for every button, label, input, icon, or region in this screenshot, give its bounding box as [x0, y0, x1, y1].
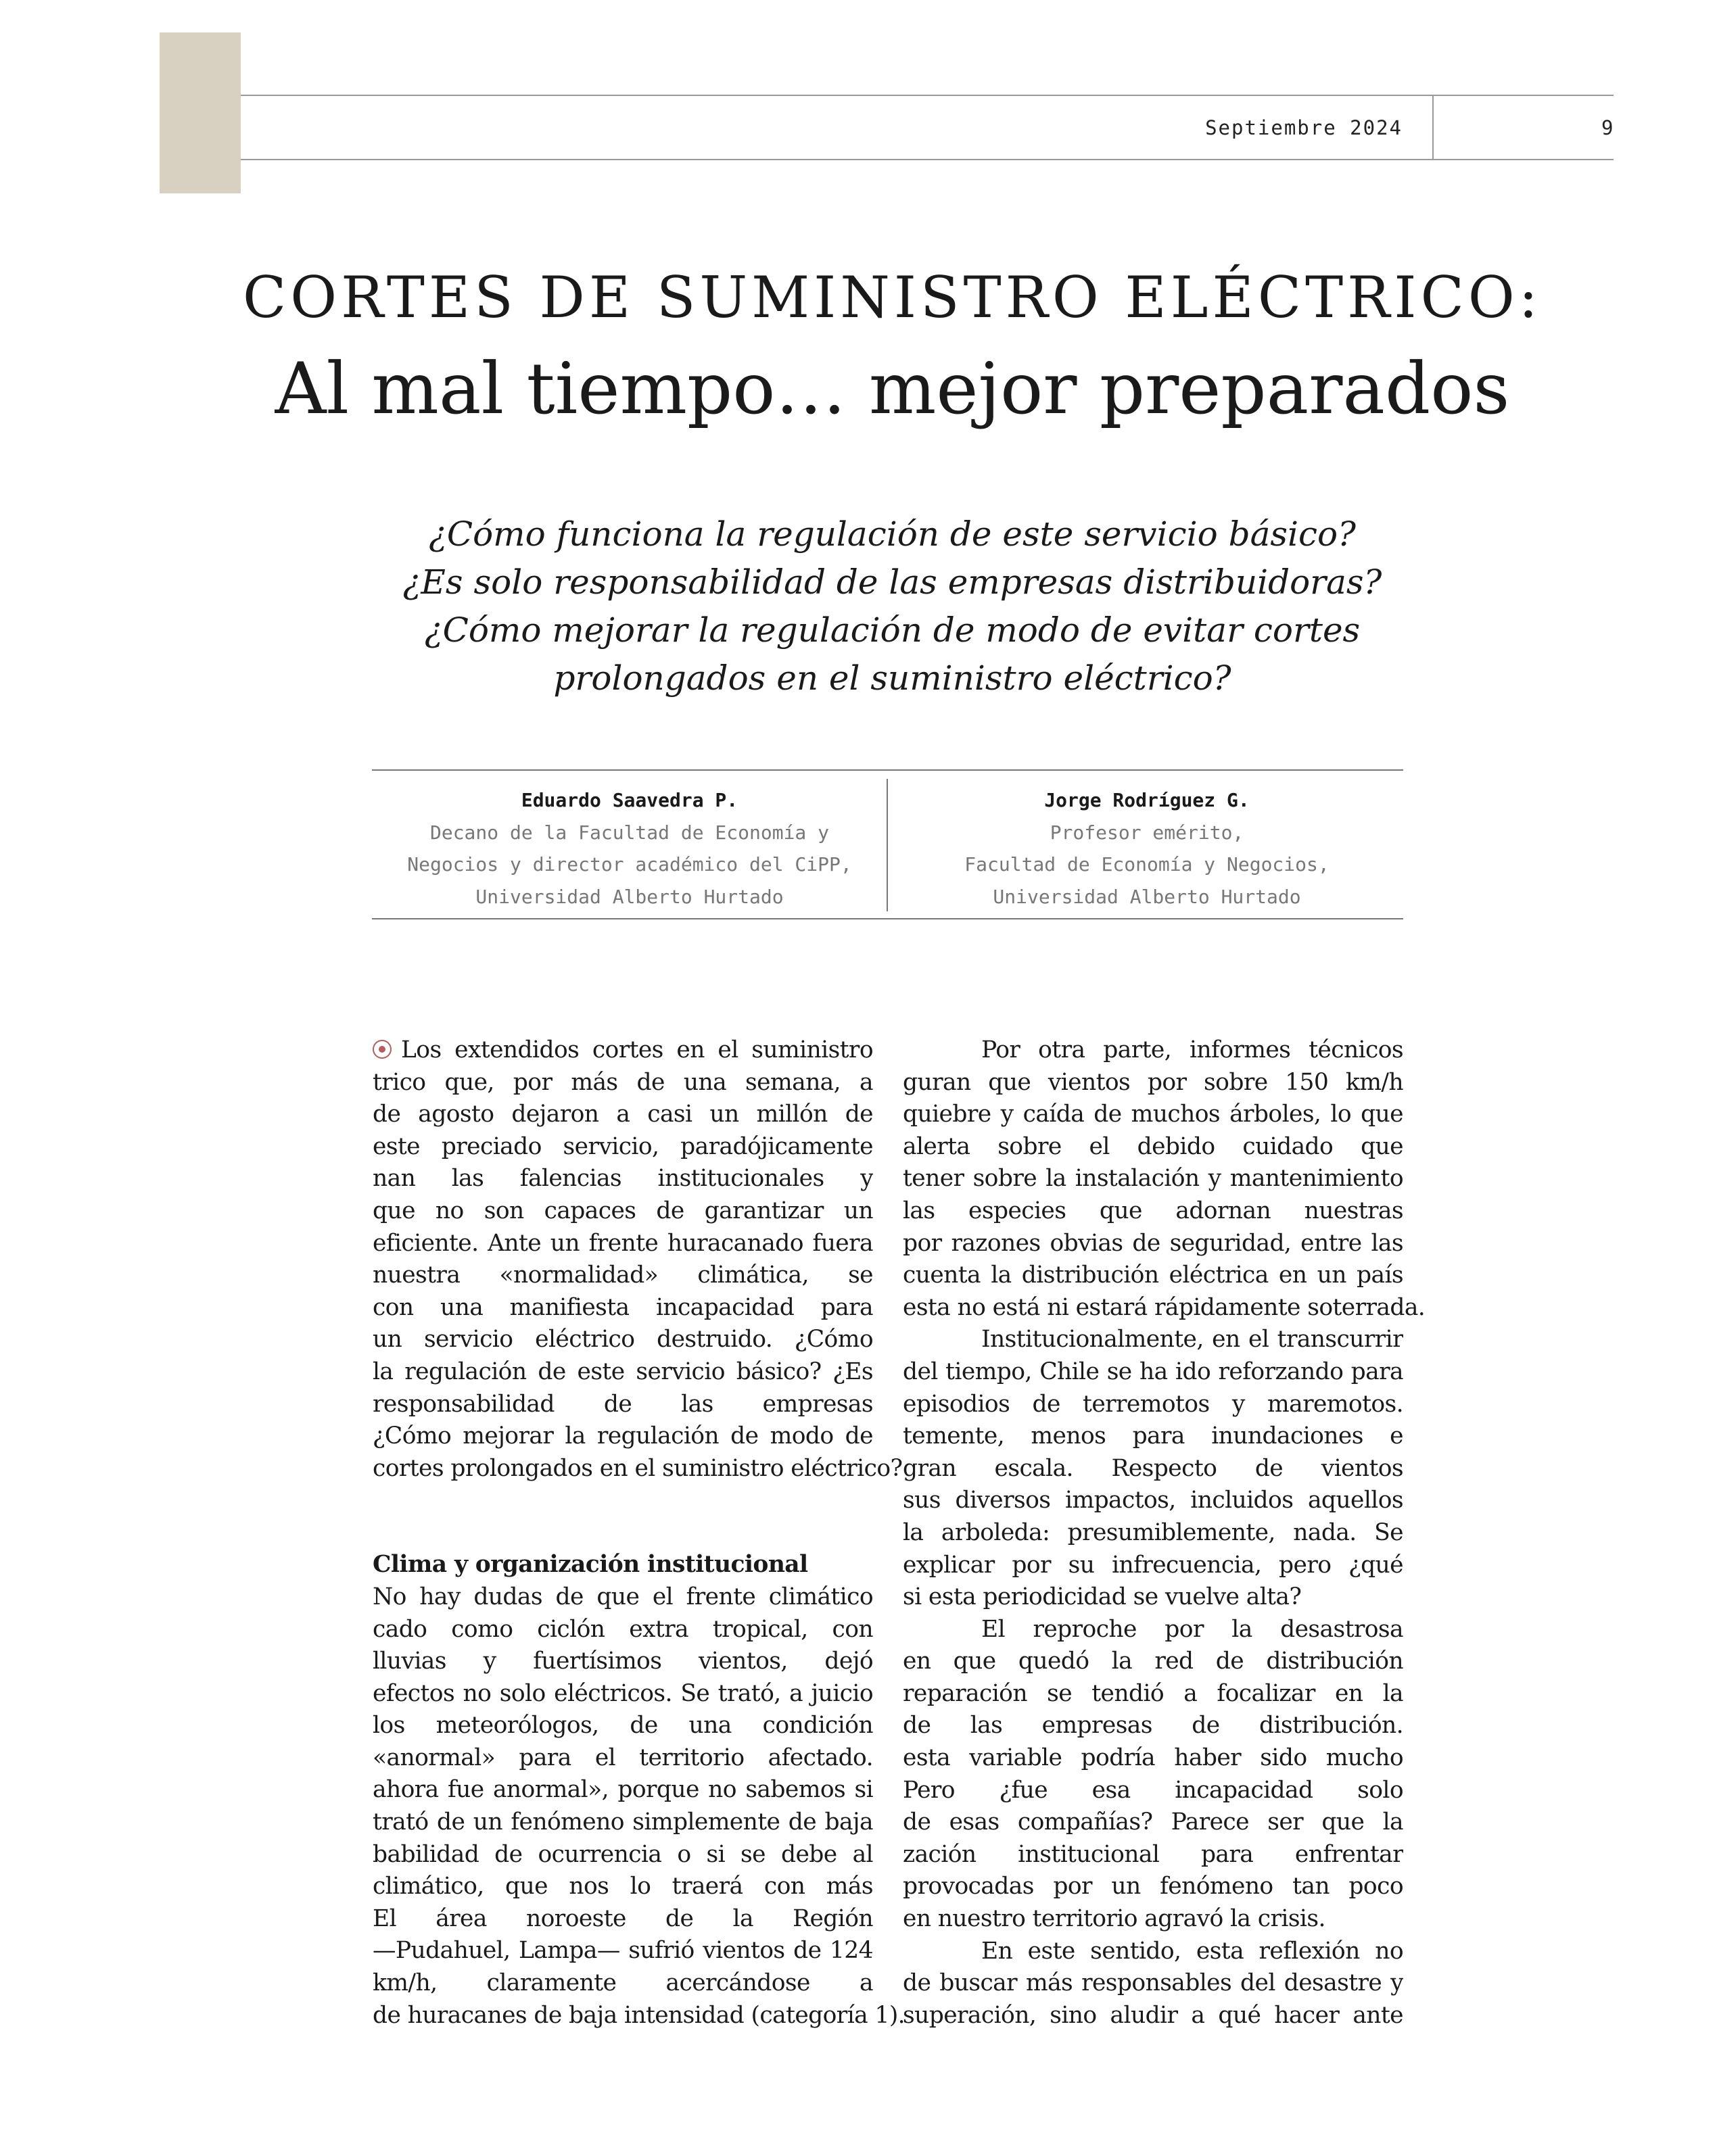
- author-affiliation-line: Universidad Alberto Hurtado: [993, 885, 1301, 908]
- paragraph-ornament-icon: [373, 1040, 392, 1059]
- body-line: las especies que adornan nuestras: [903, 1197, 1403, 1224]
- author-card-rodriguez: [893, 784, 1401, 913]
- body-line: nan las falencias institucionales y: [373, 1165, 873, 1193]
- body-line: cuenta la distribución eléctrica en un país: [903, 1262, 1403, 1289]
- body-line: —Pudahuel, Lampa— sufrió vientos de 124: [373, 1937, 873, 1965]
- body-line: En este sentido, esta reflexión no: [981, 1937, 1403, 1965]
- page-number: 9: [1601, 116, 1614, 139]
- body-line: esta variable podría haber sido mucho: [903, 1744, 1403, 1772]
- body-line: alerta sobre el debido cuidado que: [903, 1132, 1403, 1160]
- body-line: provocadas por un fenómeno tan poco: [903, 1873, 1403, 1900]
- body-line: explicar por su infrecuencia, pero ¿qué: [903, 1551, 1403, 1579]
- body-line: de las empresas de distribución.: [903, 1712, 1403, 1740]
- article-kicker: CORTES DE SUMINISTRO ELÉCTRICO:: [242, 264, 1543, 331]
- body-line: de buscar más responsables del desastre y: [903, 1969, 1403, 1997]
- body-column-right: [903, 1034, 1426, 2032]
- body-line: en nuestro territorio agravó la crisis.: [903, 1905, 1325, 1933]
- header-divider: [1432, 95, 1434, 160]
- body-line: km/h, claramente acercándose a: [373, 1969, 873, 1997]
- author-name: Eduardo Saavedra P.: [521, 789, 738, 811]
- body-line: quiebre y caída de muchos árboles, lo que: [903, 1101, 1403, 1128]
- body-line: Pero ¿fue esa incapacidad solo: [903, 1776, 1403, 1804]
- author-affiliation-line: Profesor emérito,: [1050, 821, 1244, 844]
- body-line: trató de un fenómeno simplemente de baja: [373, 1808, 873, 1836]
- author-card-saavedra: [379, 784, 880, 913]
- body-line: la arboleda: presumiblemente, nada. Se: [903, 1518, 1403, 1546]
- body-line: superación, sino aludir a qué hacer ante: [903, 2001, 1403, 2029]
- body-line: trico que, por más de una semana, a: [373, 1068, 873, 1096]
- lede-line: ¿Es solo responsabilidad de las empresas distribuidoras?: [402, 562, 1382, 602]
- body-line: reparación se tendió a focalizar en la: [903, 1679, 1403, 1707]
- body-line: en que quedó la red de distribución: [903, 1648, 1403, 1675]
- body-line: babilidad de ocurrencia o si se debe al: [373, 1840, 873, 1868]
- byline-divider: [887, 779, 888, 911]
- body-line: con una manifiesta incapacidad para: [373, 1293, 873, 1321]
- byline-rule-top: [372, 769, 1403, 771]
- body-line: Por otra parte, informes técnicos: [981, 1036, 1403, 1063]
- body-line: «anormal» para el territorio afectado.: [373, 1744, 873, 1771]
- author-affiliation-line: Universidad Alberto Hurtado: [475, 885, 784, 908]
- body-line: cortes prolongados en el suministro eléctrico?: [373, 1454, 903, 1482]
- body-line: El área noroeste de la Región: [373, 1905, 873, 1932]
- body-line: gran escala. Respecto de vientos: [903, 1454, 1403, 1482]
- body-line: efectos no solo eléctricos. Se trató, a juicio: [373, 1679, 873, 1707]
- issue-date: Septiembre 2024: [1205, 116, 1403, 139]
- body-line: la regulación de este servicio básico? ¿Es: [373, 1358, 873, 1385]
- body-line: de agosto dejaron a casi un millón de: [373, 1101, 873, 1128]
- body-line: eficiente. Ante un frente huracanado fuera: [373, 1229, 873, 1257]
- body-line: ¿Cómo mejorar la regulación de modo de: [373, 1422, 873, 1450]
- body-line: cado como ciclón extra tropical, con: [373, 1615, 873, 1643]
- body-line: No hay dudas de que el frente climático: [373, 1583, 873, 1610]
- body-line: guran que vientos por sobre 150 km/h: [903, 1068, 1403, 1096]
- article-headline: Al mal tiempo… mejor preparados: [275, 348, 1510, 430]
- body-line: de esas compañías? Parece ser que la: [903, 1808, 1403, 1836]
- author-affiliation-line: Negocios y director académico del CiPP,: [407, 853, 852, 876]
- body-line: ahora fue anormal», porque no sabemos si: [373, 1776, 873, 1804]
- lede-line: prolongados en el suministro eléctrico?: [553, 658, 1231, 698]
- lede-line: ¿Cómo mejorar la regulación de modo de evitar cortes: [424, 610, 1361, 650]
- section-tab-marker: [160, 32, 241, 193]
- body-line: si esta periodicidad se vuelve alta?: [903, 1583, 1302, 1611]
- body-line: esta no está ni estará rápidamente soterrada.: [903, 1293, 1426, 1321]
- lede-line: ¿Cómo funciona la regulación de este servicio básico?: [429, 514, 1356, 554]
- author-affiliation-line: Decano de la Facultad de Economía y: [429, 821, 829, 844]
- author-affiliation-line: Facultad de Economía y Negocios,: [964, 853, 1330, 876]
- byline-rule-bottom: [372, 918, 1403, 919]
- body-line: de huracanes de baja intensidad (categoría 1).: [373, 2001, 905, 2029]
- body-column-left: [373, 1034, 905, 2032]
- body-line: tener sobre la instalación y mantenimiento: [903, 1165, 1403, 1193]
- body-line: lluvias y fuertísimos vientos, dejó: [373, 1648, 873, 1675]
- body-line: El reproche por la desastrosa: [981, 1615, 1403, 1643]
- article-lede: [0, 510, 1717, 702]
- body-line: sus diversos impactos, incluidos aquellos: [903, 1487, 1403, 1514]
- header-rule-top: [241, 95, 1614, 96]
- section-heading: Clima y organización institucional: [373, 1551, 808, 1579]
- body-line: por razones obvias de seguridad, entre las: [903, 1229, 1403, 1257]
- body-line: temente, menos para inundaciones e: [903, 1422, 1403, 1450]
- header-rule-bottom: [241, 159, 1614, 160]
- body-line: Los extendidos cortes en el suministro: [373, 1034, 873, 1067]
- body-line: responsabilidad de las empresas: [373, 1390, 873, 1418]
- body-line: Institucionalmente, en el transcurrir: [981, 1326, 1403, 1354]
- body-line: episodios de terremotos y maremotos.: [903, 1390, 1403, 1418]
- body-line: que no son capaces de garantizar un: [373, 1197, 873, 1224]
- author-name: Jorge Rodríguez G.: [1044, 789, 1250, 811]
- body-line: un servicio eléctrico destruido. ¿Cómo: [373, 1326, 873, 1354]
- body-line: los meteorólogos, de una condición: [373, 1712, 873, 1740]
- body-line: este preciado servicio, paradójicamente: [373, 1132, 873, 1160]
- body-line: del tiempo, Chile se ha ido reforzando para: [903, 1358, 1403, 1385]
- body-line: climático, que nos lo traerá con más: [373, 1873, 873, 1900]
- body-line: nuestra «normalidad» climática, se: [373, 1262, 873, 1289]
- body-line: zación institucional para enfrentar: [903, 1840, 1403, 1868]
